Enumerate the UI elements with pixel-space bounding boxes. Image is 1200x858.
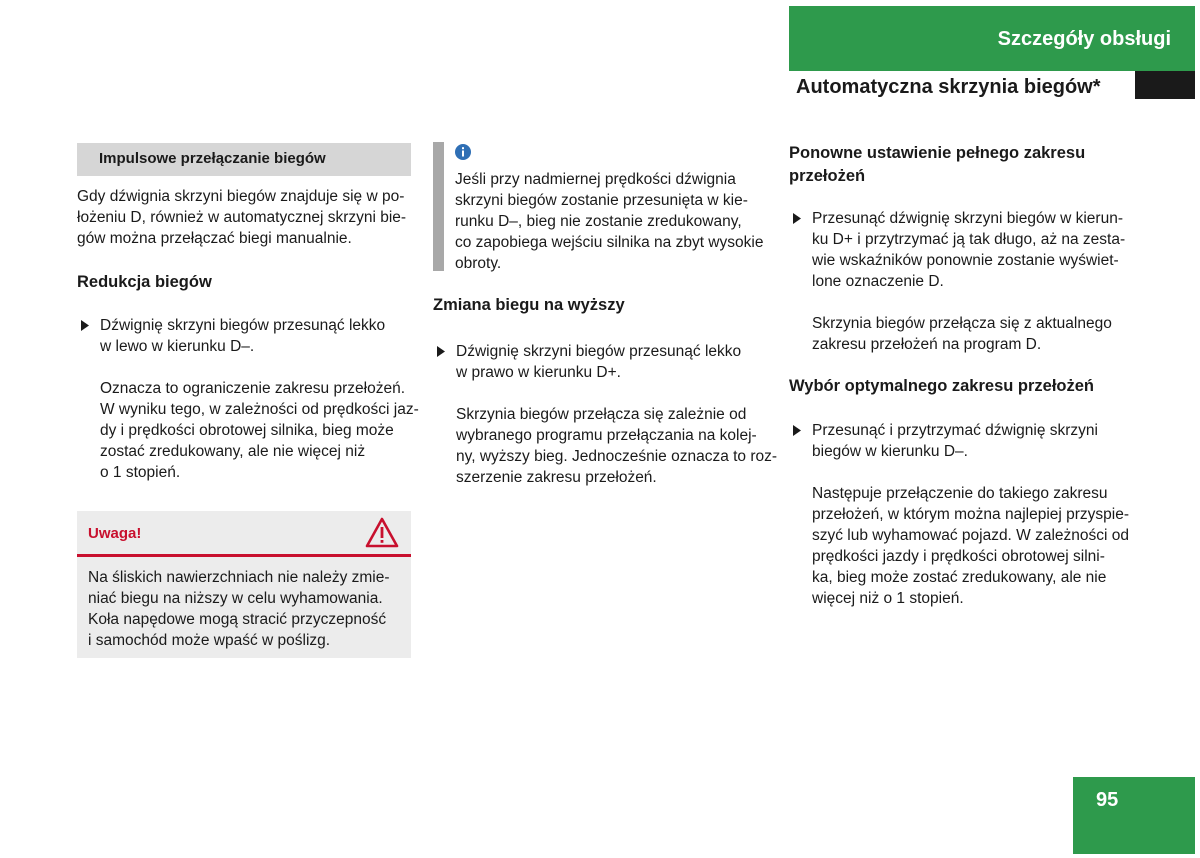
text-line: Skrzynia biegów przełącza się z aktualnego [812, 315, 1112, 332]
bullet-triangle-icon [792, 213, 802, 224]
text-line: Jeśli przy nadmiernej prędkości dźwignia [455, 171, 736, 188]
text-line: Przesunąć dźwignię skrzyni biegów w kierun- [812, 210, 1123, 227]
text-line: łożeniu D, również w automatycznej skrzyni bie- [77, 209, 407, 226]
step-optimal-note [812, 483, 1129, 609]
text-line: wie wskaźników ponownie zostanie wyświet- [812, 252, 1119, 269]
page-number: 95 [1096, 789, 1119, 811]
heading-optimal: Wybór optymalnego zakresu przełożeń [789, 377, 1095, 395]
text-line: dy i prędkości obrotowej silnika, bieg może [100, 422, 394, 439]
text-line: W wyniku tego, w zależności od prędkości jaz- [100, 401, 419, 418]
text-line: Oznacza to ograniczenie zakresu przełożeń. [100, 380, 405, 397]
bullet-triangle-icon [80, 320, 90, 331]
bullet-triangle-icon [436, 346, 446, 357]
text-line: co zapobiega wejściu silnika na zbyt wysokie [455, 234, 764, 251]
info-side-bar [433, 142, 444, 271]
text-line: w lewo w kierunku D–. [100, 338, 255, 355]
text-line: prędkości jazdy i prędkości obrotowej silni- [812, 548, 1105, 565]
text-line: ka, bieg może zostać zredukowany, ale nie [812, 569, 1107, 586]
info-text [455, 169, 763, 274]
warning-divider [77, 554, 411, 557]
section-heading: Impulsowe przełączanie biegów [99, 150, 326, 167]
step-upshift [456, 341, 741, 383]
text-line: Skrzynia biegów przełącza się zależnie od [456, 406, 747, 423]
text-line: obroty. [455, 255, 502, 272]
info-icon [455, 144, 471, 160]
title-marker-bar [1135, 71, 1195, 99]
intro-paragraph [77, 186, 406, 249]
text-line: więcej niż o 1 stopień. [812, 590, 964, 607]
text-line: zakresu przełożeń na program D. [812, 336, 1042, 353]
step-restore-note [812, 313, 1112, 355]
text-line: Dźwignię skrzyni biegów przesunąć lekko [456, 343, 742, 360]
section-title: Szczegóły obsługi [997, 28, 1171, 50]
warning-box [77, 511, 411, 658]
text-line: o 1 stopień. [100, 464, 181, 481]
text-line: runku D–, bieg nie zostanie zredukowany, [455, 213, 742, 230]
warning-text [88, 567, 390, 651]
step-reduction [100, 315, 385, 357]
warning-triangle-icon [365, 517, 399, 548]
text-line: Na śliskich nawierzchniach nie należy zmie- [88, 569, 390, 586]
step-reduction-note [100, 378, 419, 483]
text-line: Dźwignię skrzyni biegów przesunąć lekko [100, 317, 386, 334]
header-bar [789, 6, 1195, 71]
bullet-triangle-icon [792, 425, 802, 436]
page-title: Automatyczna skrzynia biegów* [796, 76, 1101, 98]
page-number-box [1073, 777, 1195, 854]
section-heading-box [77, 143, 411, 176]
text-line: Koła napędowe mogą stracić przyczepność [88, 611, 387, 628]
step-upshift-note [456, 404, 777, 488]
text-line: skrzyni biegów zostanie przesunięta w kie- [455, 192, 748, 209]
text-line: gów można przełączać biegi manualnie. [77, 230, 352, 247]
text-line: lone oznaczenie D. [812, 273, 944, 290]
heading-line: przełożeń [789, 167, 866, 185]
text-line: w prawo w kierunku D+. [456, 364, 621, 381]
text-line: niać biegu na niższy w celu wyhamowania. [88, 590, 383, 607]
text-line: ny, wyższy bieg. Jednocześnie oznacza to roz- [456, 448, 778, 465]
text-line: szerzenie zakresu przełożeń. [456, 469, 657, 486]
heading-restore [789, 142, 1085, 188]
step-restore [812, 208, 1125, 292]
heading-reduction: Redukcja biegów [77, 273, 212, 291]
text-line: wybranego programu przełączania na kolej- [456, 427, 757, 444]
heading-line: Ponowne ustawienie pełnego zakresu [789, 144, 1086, 162]
text-line: ku D+ i przytrzymać ją tak długo, aż na zesta- [812, 231, 1126, 248]
heading-upshift: Zmiana biegu na wyższy [433, 296, 625, 314]
text-line: Gdy dźwignia skrzyni biegów znajduje się w po- [77, 188, 405, 205]
text-line: biegów w kierunku D–. [812, 443, 968, 460]
text-line: i samochód może wpaść w poślizg. [88, 632, 331, 649]
step-optimal [812, 420, 1098, 462]
text-line: Przesunąć i przytrzymać dźwignię skrzyni [812, 422, 1098, 439]
text-line: przełożeń, w którym można najlepiej przyspie- [812, 506, 1130, 523]
text-line: szyć lub wyhamować pojazd. W zależności od [812, 527, 1130, 544]
text-line: zostać zredukowany, ale nie więcej niż [100, 443, 366, 460]
text-line: Następuje przełączenie do takiego zakresu [812, 485, 1108, 502]
warning-label: Uwaga! [88, 525, 142, 542]
